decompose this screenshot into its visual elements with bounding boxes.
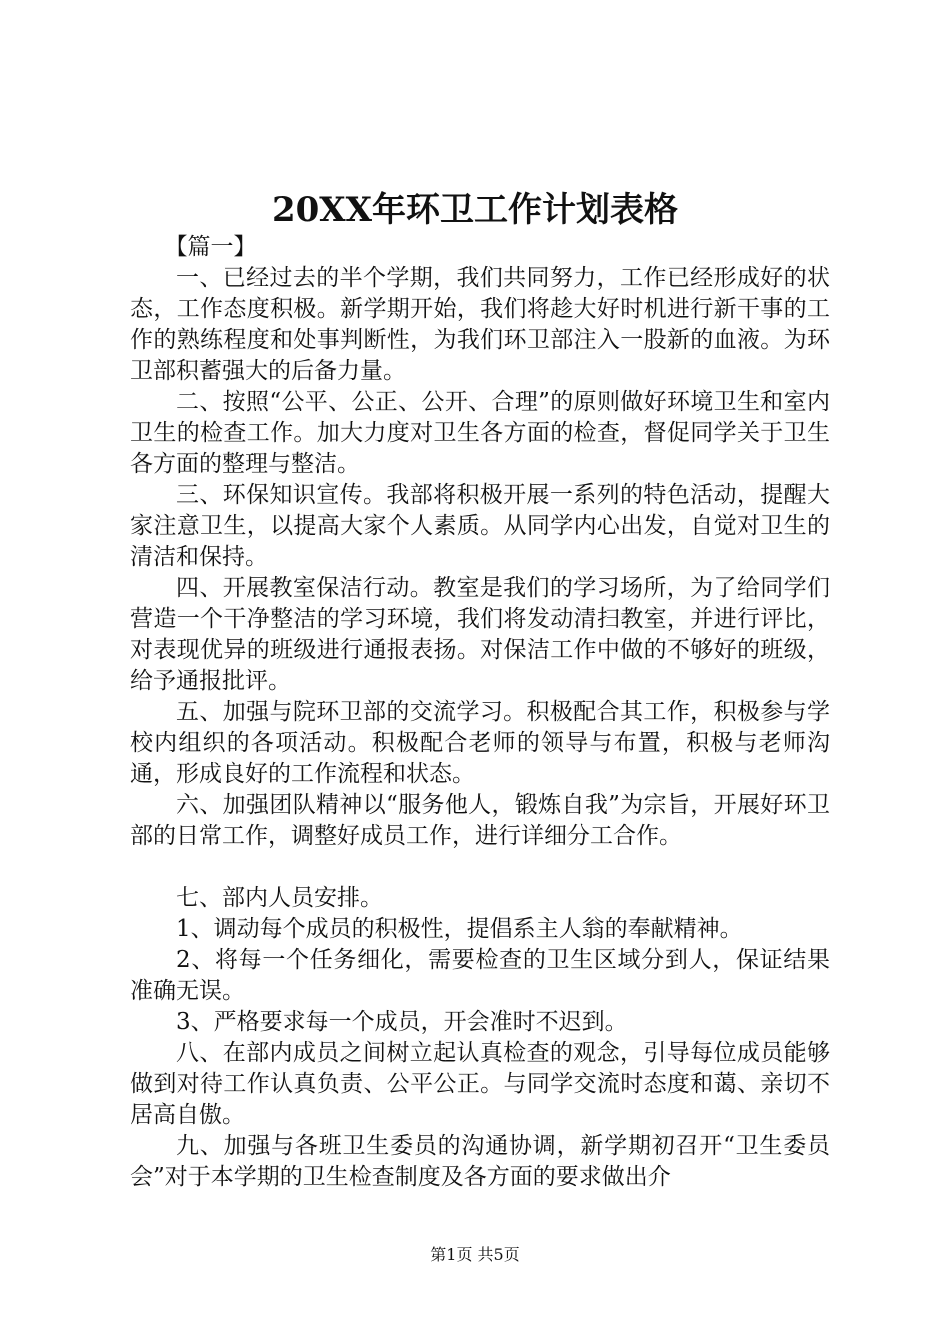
paragraph-9: 2、将每一个任务细化，需要检查的卫生区域分到人，保证结果准确无误。 [130, 947, 830, 1004]
paragraph-8: 1、调动每个成员的积极性，提倡系主人翁的奉献精神。 [176, 916, 743, 942]
paragraph-4: 四、开展教室保洁行动。教室是我们的学习场所，为了给同学们营造一个干净整洁的学习环境，我们将发动清扫教室，并进行评比，对表现优异的班级进行通报表扬。对保洁工作中做的不够好的班级，给予通报批评。 [130, 575, 830, 694]
section-label: 【篇一】 [164, 234, 257, 260]
page-footer: 第1页 共5页 [430, 1245, 520, 1264]
paragraph-3: 三、环保知识宣传。我部将积极开展一系列的特色活动，提醒大家注意卫生，以提高大家个人素质。从同学内心出发，自觉对卫生的清洁和保持。 [130, 482, 830, 570]
paragraph-2: 二、按照“公平、公正、公开、合理”的原则做好环境卫生和室内卫生的检查工作。加大力度对卫生各方面的检查，督促同学关于卫生各方面的整理与整洁。 [130, 389, 830, 477]
paragraph-5: 五、加强与院环卫部的交流学习。积极配合其工作，积极参与学校内组织的各项活动。积极配合老师的领导与布置，积极与老师沟通，形成良好的工作流程和状态。 [130, 699, 830, 787]
paragraph-10: 3、严格要求每一个成员，开会准时不迟到。 [176, 1009, 628, 1035]
paragraph-7: 七、部内人员安排。 [176, 885, 383, 911]
document-body [130, 232, 830, 1193]
paragraph-11: 八、在部内成员之间树立起认真检查的观念，引导每位成员能够做到对待工作认真负责、公平公正。与同学交流时态度和蔼、亲切不居高自傲。 [130, 1040, 830, 1128]
paragraph-1: 一、已经过去的半个学期，我们共同努力，工作已经形成好的状态，工作态度积极。新学期开始，我们将趁大好时机进行新干事的工作的熟练程度和处事判断性，为我们环卫部注入一股新的血液。为环卫部积蓄强大的后备力量。 [130, 265, 830, 384]
document-title: 20XX年环卫工作计划表格 [271, 190, 679, 230]
paragraph-12: 九、加强与各班卫生委员的沟通协调，新学期初召开“卫生委员会”对于本学期的卫生检查制度及各方面的要求做出介 [130, 1133, 830, 1190]
paragraph-6: 六、加强团队精神以“服务他人，锻炼自我”为宗旨，开展好环卫部的日常工作，调整好成员工作，进行详细分工合作。 [130, 792, 830, 849]
